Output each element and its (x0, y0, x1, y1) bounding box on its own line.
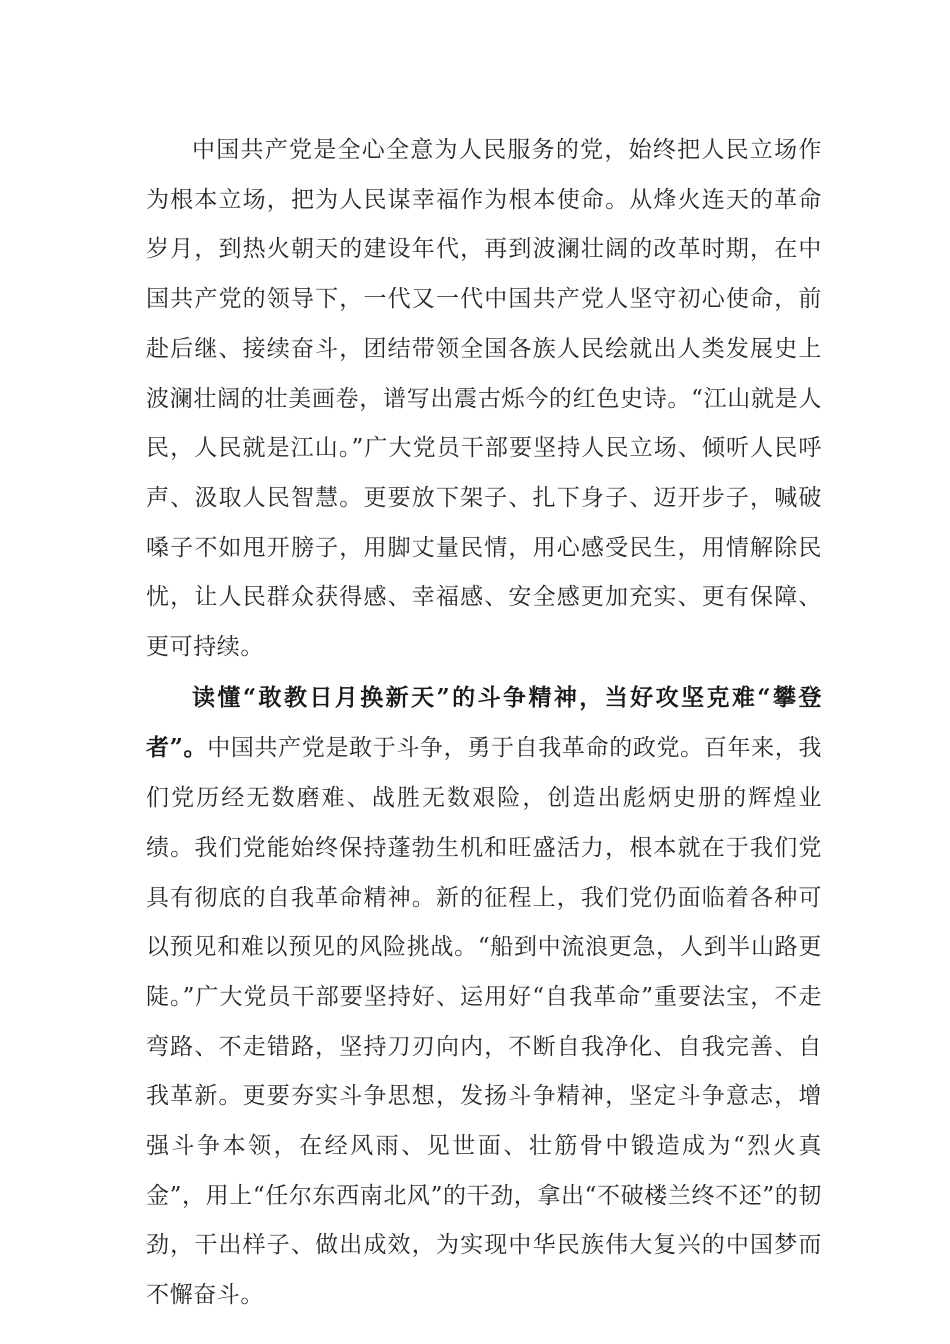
paragraph-struggle-spirit (146, 673, 822, 1321)
paragraph-text: 中国共产党是全心全意为人民服务的党，始终把人民立场作为根本立场，把为人民谋幸福作为根本使命。从烽火连天的革命岁月，到热火朝天的建设年代，再到波澜壮阔的改革时期，在中国共产党的领导下，一代又一代中国共产党人坚守初心使命，前赴后继、接续奋斗，团结带领全国各族人民绘就出人类发展史上波澜壮阔的壮美画卷，谱写出震古烁今的红色史诗。“江山就是人民，人民就是江山。”广大党员干部要坚持人民立场、倾听人民呼声、汲取人民智慧。更要放下架子、扎下身子、迈开步子，喊破嗓子不如甩开膀子，用脚丈量民情，用心感受民生，用情解除民忧，让人民群众获得感、幸福感、安全感更加充实、更有保障、更可持续。 (146, 137, 822, 661)
document-body (146, 126, 822, 1321)
paragraph-text: 中国共产党是敢于斗争，勇于自我革命的政党。百年来，我们党历经无数磨难、战胜无数艰险，创造出彪炳史册的辉煌业绩。我们党能始终保持蓬勃生机和旺盛活力，根本就在于我们党具有彻底的自我革命精神。新的征程上，我们党仍面临着各种可以预见和难以预见的风险挑战。“船到中流浪更急，人到半山路更陡。”广大党员干部要坚持好、运用好“自我革命”重要法宝，不走弯路、不走错路，坚持刀刃向内，不断自我净化、自我完善、自我革新。更要夯实斗争思想，发扬斗争精神，坚定斗争意志，增强斗争本领，在经风雨、见世面、壮筋骨中锻造成为“烈火真金”，用上“任尔东西南北风”的干劲，拿出“不破楼兰终不还”的韧劲，干出样子、做出成效，为实现中华民族伟大复兴的中国梦而不懈奋斗。 (146, 735, 823, 1309)
paragraph-bold-heading: 读懂“敢教日月换新天”的斗争精神，当好攻坚克难“攀登者”。 (146, 683, 822, 762)
paragraph-people-centered (146, 126, 822, 673)
